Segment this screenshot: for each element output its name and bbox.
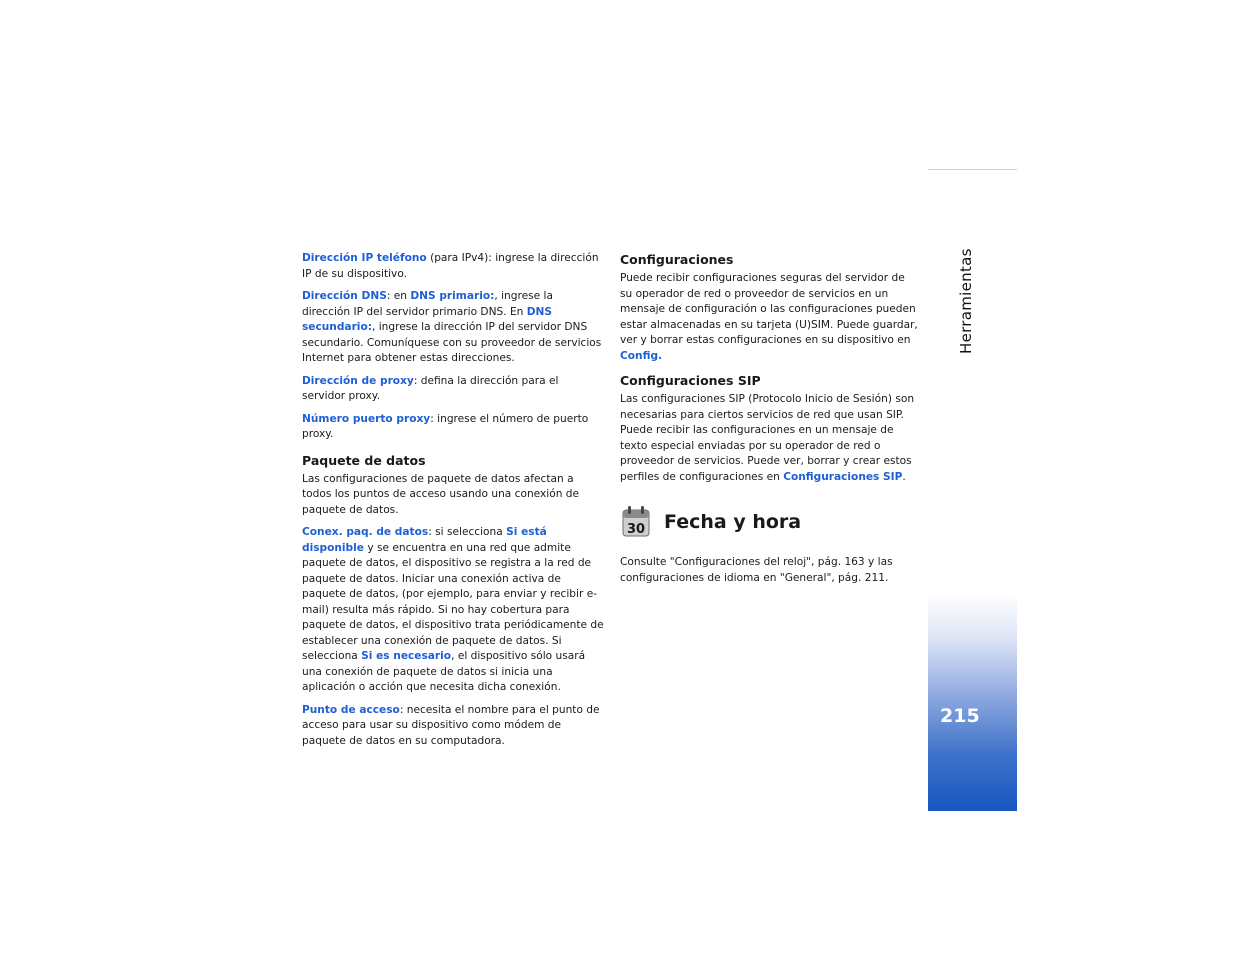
paragraph-conex-paq	[302, 525, 604, 696]
option-config: Config.	[620, 349, 663, 362]
heading-paquete-de-datos: Paquete de datos	[302, 452, 426, 468]
text: (para IPv4): ingrese la dirección IP de su dispositivo.	[302, 252, 599, 280]
option-conex-paq: Conex. paq. de datos	[302, 526, 429, 538]
option-dns-primario: DNS primario:	[410, 290, 495, 302]
heading-configuraciones-sip: Configuraciones SIP	[620, 373, 761, 388]
text: Las configuraciones SIP (Protocolo Inicio de Sesión) son necesarias para ciertos servicios de red que usan SIP. Puede recibir las configuraciones en un mensaje de texto especial enviadas por su operador de red o proveedor de servicios. Puede ver, borrar y crear estos perfiles de configuraciones en	[620, 393, 915, 483]
option-punto-de-acceso: Punto de acceso	[302, 703, 400, 716]
text: , ingrese la dirección IP del servidor primario DNS. En	[302, 290, 553, 318]
text: Puede recibir configuraciones seguras del servidor de su operador de red o proveedor de servicios en un mensaje de configuración o las configuraciones pueden estar almacenadas en su tarjeta (U)SIM. Puede guardar, ver y borrar estas configuraciones en su dispositivo en	[620, 272, 918, 346]
option-dns-secundario: DNS secundario:	[302, 305, 553, 333]
text: : en	[386, 290, 411, 302]
paragraph-puerto-proxy	[302, 412, 604, 443]
text: , ingrese la dirección IP del servidor DNS secundario. Comuníquese con su proveedor de servicios Internet para obtener estas direcciones.	[302, 321, 602, 364]
heading-configuraciones: Configuraciones	[620, 252, 734, 267]
option-direccion-dns: Dirección DNS	[302, 290, 387, 302]
paragraph-paquete-intro: Las configuraciones de paquete de datos afectan a todos los puntos de acceso usando una conexión de paquete de datos.	[302, 472, 580, 516]
calendar-icon	[620, 505, 652, 539]
section-title-fecha-y-hora: Fecha y hora	[664, 511, 802, 533]
text: .	[902, 470, 906, 483]
text: , el dispositivo sólo usará una conexión de paquete de datos si inicia una aplicación o acción que necesita dicha conexión.	[302, 650, 586, 693]
option-direccion-proxy: Dirección de proxy	[302, 374, 414, 387]
paragraph-dns	[302, 289, 604, 367]
option-puerto-proxy: Número puerto proxy	[302, 412, 431, 425]
text: : defina la dirección para el servidor proxy.	[302, 374, 559, 402]
paragraph-proxy	[302, 374, 604, 405]
paragraph-ip-telefono	[302, 251, 604, 282]
text: : ingrese el número de puerto proxy.	[302, 412, 589, 440]
right-column	[620, 251, 920, 593]
side-tab-label: Herramientas	[957, 248, 975, 354]
paragraph-fecha-hora: Consulte "Configuraciones del reloj", pág. 163 y las configuraciones de idioma en "General", pág. 211.	[620, 556, 893, 584]
option-ip-telefono: Dirección IP teléfono	[302, 252, 427, 264]
option-configuraciones-sip: Configuraciones SIP	[783, 470, 903, 483]
paragraph-punto-acceso	[302, 703, 604, 750]
text: : si selecciona	[428, 526, 507, 538]
left-column	[302, 251, 604, 756]
text: y se encuentra en una red que admite paquete de datos, el dispositivo se registra a la red de paquete de datos. Iniciar una conexión activa de paquete de datos, (por ejemplo, para enviar y recibir e-mail) resulta más rápido. Si no hay cobertura para paquete de datos, el dispositivo trata periódicamente de establecer una conexión de paquete de datos. Si selecciona	[302, 541, 604, 662]
paragraph-sip	[620, 392, 920, 485]
page-number: 215	[940, 705, 980, 727]
option-si-esta-disponible: Si está disponible	[302, 526, 547, 554]
text: : necesita el nombre para el punto de acceso para usar su dispositivo como módem de paquete de datos en su computadora.	[302, 703, 600, 747]
option-si-es-necesario: Si es necesario	[361, 650, 452, 662]
calendar-number: 30	[626, 522, 646, 537]
paragraph-configuraciones	[620, 271, 920, 364]
section-header-fecha-hora	[620, 505, 920, 539]
